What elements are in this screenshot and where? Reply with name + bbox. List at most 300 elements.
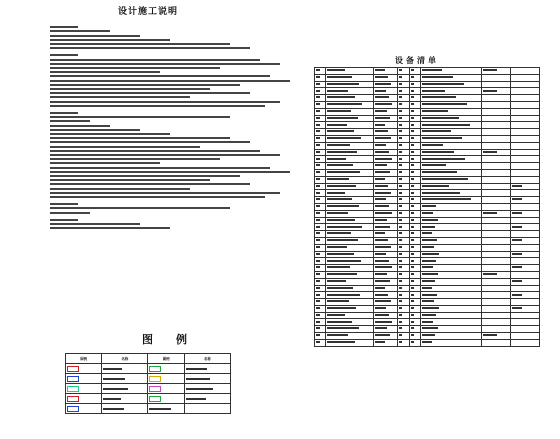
equipment-cell	[315, 244, 326, 251]
equipment-cell-placeholder	[327, 185, 356, 187]
equipment-cell	[481, 285, 510, 292]
note-text-placeholder	[50, 227, 170, 229]
note-text-placeholder	[50, 43, 230, 45]
equipment-cell	[398, 129, 409, 136]
equipment-cell-placeholder	[512, 253, 522, 255]
equipment-cell	[398, 95, 409, 102]
equipment-cell	[373, 278, 398, 285]
equipment-cell-placeholder	[411, 117, 414, 119]
equipment-cell-placeholder	[399, 260, 402, 262]
equipment-cell-placeholder	[316, 260, 320, 262]
equipment-cell-placeholder	[399, 96, 402, 98]
equipment-row	[315, 156, 540, 163]
equipment-cell-placeholder	[316, 219, 320, 221]
equipment-cell-placeholder	[316, 321, 320, 323]
equipment-cell	[409, 258, 420, 265]
legend-symbol	[67, 376, 79, 382]
equipment-row	[315, 190, 540, 197]
equipment-cell	[326, 115, 373, 122]
equipment-cell-placeholder	[512, 280, 522, 282]
equipment-cell-placeholder	[411, 321, 414, 323]
equipment-cell	[326, 326, 373, 333]
equipment-cell	[398, 231, 409, 238]
equipment-cell	[409, 156, 420, 163]
equipment-cell	[409, 326, 420, 333]
equipment-cell	[315, 292, 326, 299]
equipment-cell-placeholder	[411, 178, 414, 180]
equipment-cell-placeholder	[411, 205, 414, 207]
equipment-cell-placeholder	[316, 76, 320, 78]
equipment-cell-placeholder	[399, 137, 402, 139]
equipment-cell-placeholder	[316, 266, 320, 268]
equipment-cell-placeholder	[399, 69, 402, 71]
equipment-cell-placeholder	[422, 253, 439, 255]
equipment-cell	[510, 251, 539, 258]
legend-title: 图 例	[142, 334, 198, 346]
equipment-cell	[398, 217, 409, 224]
equipment-cell-placeholder	[375, 307, 386, 309]
equipment-cell	[409, 271, 420, 278]
equipment-cell-placeholder	[512, 212, 522, 214]
equipment-cell	[315, 74, 326, 81]
equipment-cell-placeholder	[422, 164, 446, 166]
equipment-cell-placeholder	[375, 192, 391, 194]
equipment-row	[315, 81, 540, 88]
equipment-cell	[481, 231, 510, 238]
equipment-cell	[409, 237, 420, 244]
equipment-cell-placeholder	[399, 307, 402, 309]
equipment-cell-placeholder	[411, 327, 414, 329]
equipment-row	[315, 68, 540, 75]
equipment-cell	[481, 115, 510, 122]
equipment-cell	[481, 68, 510, 75]
legend-label-cell	[102, 384, 148, 394]
equipment-cell	[420, 88, 481, 95]
equipment-cell-placeholder	[512, 226, 522, 228]
equipment-cell-placeholder	[422, 130, 451, 132]
equipment-cell	[420, 285, 481, 292]
note-text-placeholder	[50, 207, 230, 209]
equipment-cell-placeholder	[316, 287, 320, 289]
equipment-cell	[420, 190, 481, 197]
equipment-row	[315, 101, 540, 108]
equipment-cell	[510, 224, 539, 231]
equipment-cell	[398, 285, 409, 292]
equipment-cell-placeholder	[316, 253, 320, 255]
equipment-cell	[326, 333, 373, 340]
note-line	[48, 211, 298, 215]
equipment-cell	[315, 251, 326, 258]
equipment-cell	[481, 135, 510, 142]
equipment-cell	[510, 156, 539, 163]
equipment-cell-placeholder	[375, 280, 390, 282]
equipment-cell	[481, 224, 510, 231]
equipment-cell-placeholder	[411, 226, 414, 228]
equipment-cell	[398, 108, 409, 115]
equipment-cell	[373, 319, 398, 326]
equipment-cell-placeholder	[399, 185, 402, 187]
equipment-cell	[409, 163, 420, 170]
equipment-cell-placeholder	[399, 273, 402, 275]
equipment-cell-placeholder	[375, 294, 388, 296]
legend-symbol-cell	[66, 404, 102, 414]
equipment-cell	[398, 197, 409, 204]
legend-label-placeholder	[103, 368, 122, 370]
equipment-cell	[481, 299, 510, 306]
equipment-cell-placeholder	[399, 219, 402, 221]
equipment-cell	[420, 258, 481, 265]
equipment-cell-placeholder	[375, 117, 390, 119]
equipment-cell	[420, 210, 481, 217]
equipment-cell-placeholder	[399, 321, 402, 323]
equipment-cell-placeholder	[375, 212, 392, 214]
equipment-cell-placeholder	[327, 96, 355, 98]
equipment-cell	[315, 101, 326, 108]
equipment-cell	[326, 122, 373, 129]
equipment-cell	[398, 81, 409, 88]
equipment-cell-placeholder	[327, 76, 352, 78]
equipment-cell	[481, 74, 510, 81]
sheet-title: 设计施工说明	[118, 6, 179, 16]
equipment-cell	[409, 190, 420, 197]
equipment-cell-placeholder	[411, 103, 414, 105]
equipment-cell	[481, 339, 510, 346]
equipment-cell	[510, 183, 539, 190]
note-text-placeholder	[50, 129, 140, 131]
equipment-cell-placeholder	[399, 198, 402, 200]
equipment-cell	[373, 135, 398, 142]
legend-label-cell	[102, 374, 148, 384]
equipment-cell-placeholder	[422, 117, 459, 119]
equipment-cell	[481, 156, 510, 163]
equipment-cell	[326, 305, 373, 312]
equipment-cell	[510, 305, 539, 312]
legend-label-cell	[184, 384, 230, 394]
equipment-cell	[373, 74, 398, 81]
equipment-cell	[315, 115, 326, 122]
equipment-cell-placeholder	[327, 280, 346, 282]
equipment-cell-placeholder	[399, 341, 402, 343]
equipment-cell-placeholder	[316, 178, 320, 180]
equipment-cell	[510, 285, 539, 292]
legend-header-cell: 名称	[102, 354, 148, 364]
equipment-cell-placeholder	[375, 239, 388, 241]
equipment-cell	[481, 108, 510, 115]
equipment-cell	[510, 271, 539, 278]
equipment-cell	[326, 231, 373, 238]
equipment-cell-placeholder	[316, 334, 320, 336]
equipment-cell-placeholder	[399, 76, 402, 78]
equipment-cell	[510, 333, 539, 340]
equipment-cell-placeholder	[399, 266, 402, 268]
equipment-cell	[481, 163, 510, 170]
equipment-cell-placeholder	[422, 327, 438, 329]
equipment-cell	[481, 142, 510, 149]
note-text-placeholder	[50, 96, 190, 98]
equipment-cell	[409, 101, 420, 108]
equipment-cell-placeholder	[316, 164, 320, 166]
legend-label-placeholder	[103, 398, 121, 400]
equipment-cell-placeholder	[411, 69, 414, 71]
legend-header-cell: 图例	[148, 354, 184, 364]
equipment-cell	[510, 149, 539, 156]
equipment-cell	[373, 210, 398, 217]
equipment-cell	[420, 74, 481, 81]
equipment-cell	[409, 108, 420, 115]
note-text-placeholder	[50, 179, 210, 181]
equipment-cell	[409, 333, 420, 340]
equipment-cell	[481, 81, 510, 88]
equipment-cell-placeholder	[399, 164, 402, 166]
equipment-cell	[510, 265, 539, 272]
equipment-cell-placeholder	[375, 164, 387, 166]
equipment-cell	[315, 265, 326, 272]
equipment-cell-placeholder	[375, 219, 387, 221]
equipment-cell-placeholder	[327, 246, 347, 248]
equipment-cell	[420, 251, 481, 258]
equipment-cell	[326, 244, 373, 251]
equipment-cell	[420, 265, 481, 272]
note-text-placeholder	[50, 125, 110, 127]
equipment-cell-placeholder	[422, 185, 449, 187]
equipment-cell	[420, 135, 481, 142]
note-line	[48, 46, 298, 50]
equipment-cell-placeholder	[422, 83, 464, 85]
equipment-cell-placeholder	[422, 226, 435, 228]
equipment-cell-placeholder	[375, 334, 390, 336]
legend-label-placeholder	[149, 408, 171, 410]
equipment-row	[315, 122, 540, 129]
equipment-cell-placeholder	[316, 124, 320, 126]
equipment-row	[315, 176, 540, 183]
equipment-cell	[510, 95, 539, 102]
equipment-cell-placeholder	[316, 130, 320, 132]
equipment-cell-placeholder	[399, 158, 402, 160]
note-text-placeholder	[50, 105, 265, 107]
equipment-cell-placeholder	[375, 198, 386, 200]
legend-symbol-cell	[66, 364, 102, 374]
equipment-cell	[481, 305, 510, 312]
legend-symbol	[149, 386, 161, 392]
equipment-cell-placeholder	[422, 300, 434, 302]
equipment-cell-placeholder	[399, 178, 402, 180]
equipment-cell-placeholder	[399, 314, 402, 316]
equipment-cell-placeholder	[422, 192, 460, 194]
equipment-cell	[510, 122, 539, 129]
equipment-cell-placeholder	[327, 130, 354, 132]
equipment-cell	[315, 224, 326, 231]
equipment-cell-placeholder	[411, 171, 414, 173]
equipment-cell-placeholder	[422, 171, 457, 173]
equipment-cell-placeholder	[411, 334, 414, 336]
equipment-cell	[326, 135, 373, 142]
equipment-cell-placeholder	[327, 205, 359, 207]
equipment-cell-placeholder	[375, 185, 388, 187]
equipment-cell-placeholder	[399, 232, 402, 234]
equipment-cell-placeholder	[316, 246, 320, 248]
equipment-cell-placeholder	[327, 321, 352, 323]
equipment-cell	[420, 176, 481, 183]
equipment-cell-placeholder	[375, 321, 392, 323]
equipment-cell	[409, 142, 420, 149]
equipment-cell	[409, 292, 420, 299]
equipment-cell	[481, 95, 510, 102]
equipment-cell-placeholder	[512, 294, 522, 296]
equipment-cell	[398, 88, 409, 95]
equipment-cell-placeholder	[327, 110, 351, 112]
equipment-cell	[373, 156, 398, 163]
equipment-cell-placeholder	[316, 171, 320, 173]
equipment-cell	[373, 108, 398, 115]
equipment-cell	[315, 237, 326, 244]
equipment-cell-placeholder	[316, 212, 320, 214]
equipment-cell	[373, 237, 398, 244]
equipment-cell	[510, 88, 539, 95]
note-text-placeholder	[50, 112, 78, 114]
equipment-cell	[373, 265, 398, 272]
equipment-cell	[398, 265, 409, 272]
equipment-cell-placeholder	[327, 273, 357, 275]
legend-symbol-cell	[148, 404, 184, 414]
equipment-cell	[373, 312, 398, 319]
equipment-cell-placeholder	[483, 273, 497, 275]
equipment-cell-placeholder	[327, 307, 356, 309]
equipment-cell	[326, 74, 373, 81]
equipment-cell	[481, 244, 510, 251]
legend-label-cell	[102, 394, 148, 404]
equipment-cell-placeholder	[411, 246, 414, 248]
equipment-cell	[398, 68, 409, 75]
equipment-row	[315, 312, 540, 319]
equipment-cell	[373, 271, 398, 278]
equipment-cell	[398, 319, 409, 326]
equipment-cell	[373, 101, 398, 108]
legend-row	[66, 364, 231, 374]
equipment-cell	[326, 142, 373, 149]
equipment-cell-placeholder	[327, 198, 352, 200]
equipment-cell	[315, 339, 326, 346]
equipment-cell-placeholder	[483, 212, 497, 214]
legend-header-row	[66, 354, 231, 364]
equipment-cell-placeholder	[375, 151, 389, 153]
equipment-cell	[481, 251, 510, 258]
equipment-cell-placeholder	[512, 239, 522, 241]
design-notes	[48, 22, 298, 230]
equipment-row	[315, 339, 540, 346]
equipment-cell-placeholder	[411, 158, 414, 160]
equipment-cell	[420, 292, 481, 299]
equipment-cell	[326, 319, 373, 326]
equipment-cell-placeholder	[422, 76, 453, 78]
equipment-cell	[409, 244, 420, 251]
note-text-placeholder	[50, 120, 90, 122]
equipment-cell-placeholder	[327, 260, 361, 262]
note-text-placeholder	[50, 219, 78, 221]
note-line	[48, 226, 298, 230]
equipment-cell-placeholder	[327, 171, 360, 173]
equipment-cell	[420, 278, 481, 285]
equipment-cell-placeholder	[422, 321, 433, 323]
equipment-row	[315, 292, 540, 299]
equipment-cell	[373, 251, 398, 258]
note-text-placeholder	[50, 54, 78, 56]
equipment-cell-placeholder	[327, 90, 348, 92]
equipment-cell	[326, 278, 373, 285]
equipment-cell-placeholder	[422, 232, 432, 234]
equipment-cell-placeholder	[483, 334, 497, 336]
legend-label-cell	[184, 374, 230, 384]
equipment-cell	[373, 339, 398, 346]
equipment-cell	[420, 231, 481, 238]
equipment-cell	[409, 285, 420, 292]
equipment-cell	[373, 81, 398, 88]
equipment-cell	[398, 142, 409, 149]
equipment-cell	[373, 326, 398, 333]
equipment-cell	[373, 244, 398, 251]
equipment-cell-placeholder	[422, 307, 439, 309]
equipment-cell-placeholder	[399, 192, 402, 194]
equipment-cell-placeholder	[411, 164, 414, 166]
equipment-cell	[409, 183, 420, 190]
legend-header-cell: 图例	[66, 354, 102, 364]
equipment-cell	[481, 278, 510, 285]
equipment-cell	[373, 115, 398, 122]
equipment-cell-placeholder	[422, 110, 448, 112]
legend-symbol-cell	[66, 384, 102, 394]
equipment-cell-placeholder	[327, 287, 353, 289]
equipment-cell-placeholder	[399, 253, 402, 255]
equipment-cell-placeholder	[375, 144, 386, 146]
equipment-cell	[326, 149, 373, 156]
equipment-cell	[510, 319, 539, 326]
equipment-cell-placeholder	[422, 287, 432, 289]
legend-symbol-cell	[148, 394, 184, 404]
legend-table	[65, 353, 231, 414]
equipment-cell-placeholder	[411, 294, 414, 296]
note-text-placeholder	[50, 188, 190, 190]
equipment-cell	[398, 326, 409, 333]
equipment-cell	[326, 95, 373, 102]
equipment-cell	[373, 285, 398, 292]
equipment-cell	[315, 258, 326, 265]
equipment-cell-placeholder	[411, 287, 414, 289]
equipment-cell-placeholder	[411, 212, 414, 214]
equipment-cell-placeholder	[422, 90, 445, 92]
equipment-cell	[326, 163, 373, 170]
equipment-cell	[373, 203, 398, 210]
equipment-cell	[373, 68, 398, 75]
equipment-row	[315, 237, 540, 244]
equipment-cell	[326, 292, 373, 299]
equipment-cell	[315, 156, 326, 163]
equipment-cell-placeholder	[411, 307, 414, 309]
legend-label-cell	[184, 364, 230, 374]
equipment-cell-placeholder	[375, 226, 390, 228]
equipment-cell	[326, 271, 373, 278]
equipment-cell	[398, 149, 409, 156]
equipment-cell	[315, 299, 326, 306]
note-text-placeholder	[50, 150, 260, 152]
equipment-cell-placeholder	[316, 280, 320, 282]
legend-symbol	[149, 396, 161, 402]
equipment-cell	[326, 190, 373, 197]
equipment-cell-placeholder	[411, 137, 414, 139]
equipment-row	[315, 231, 540, 238]
equipment-cell	[481, 312, 510, 319]
equipment-cell	[398, 203, 409, 210]
equipment-cell-placeholder	[399, 83, 402, 85]
equipment-cell-placeholder	[316, 110, 320, 112]
